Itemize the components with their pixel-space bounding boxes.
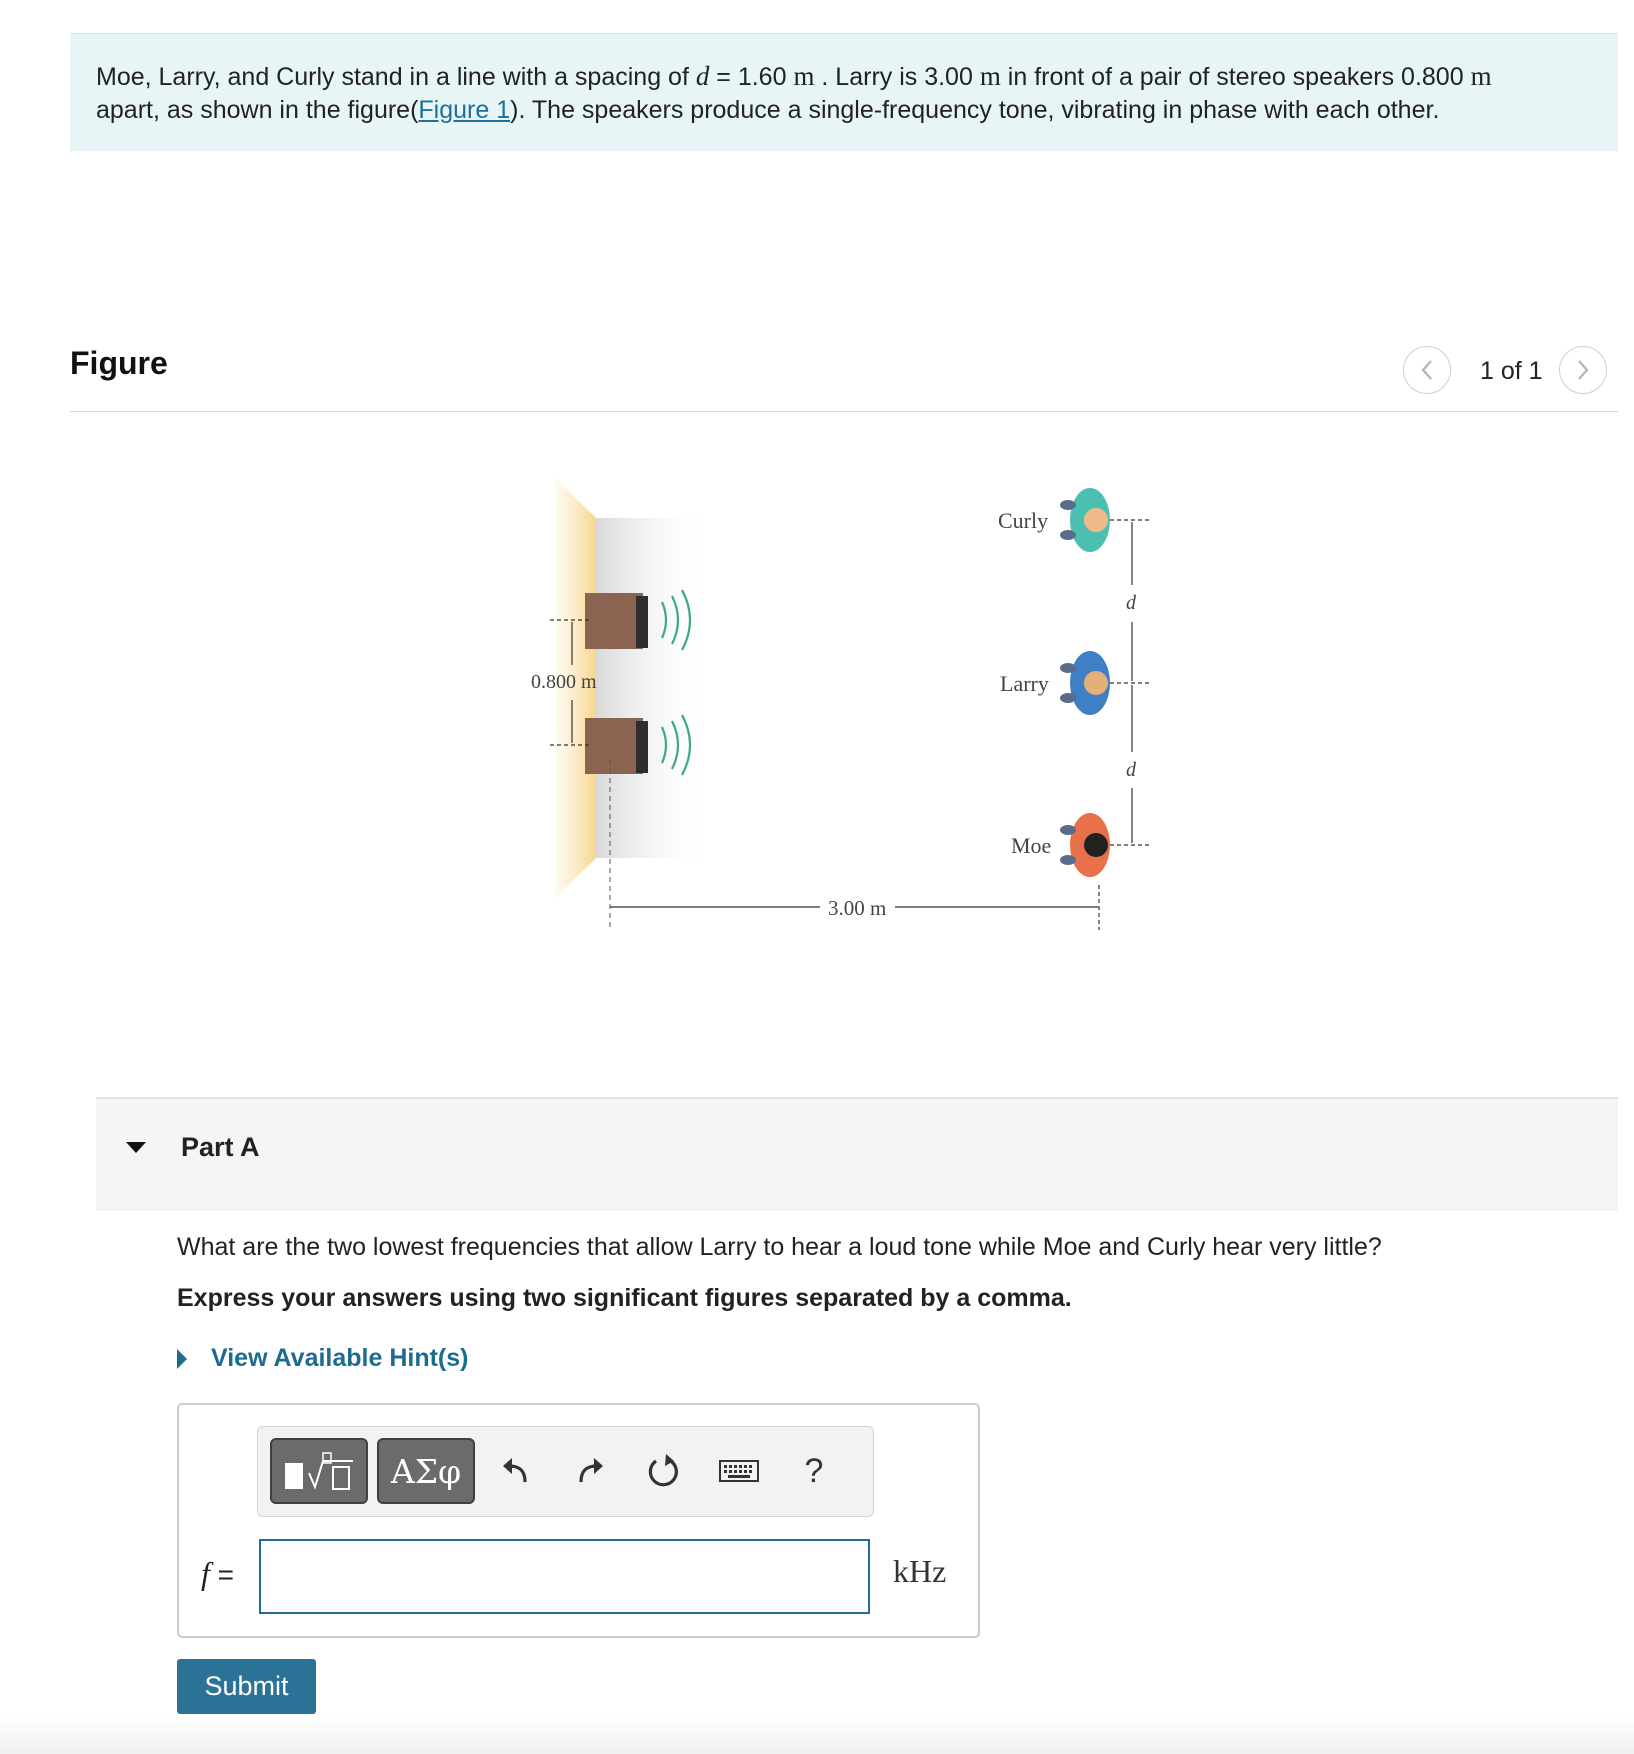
d-dimension: [1110, 520, 1150, 845]
question-text: What are the two lowest frequencies that allow Larry to hear a loud tone while Moe and Curly hear very little?: [177, 1233, 1382, 1261]
undo-icon: [499, 1454, 533, 1488]
keyboard-icon: [719, 1459, 759, 1483]
spacing-label: 0.800 m: [531, 671, 597, 693]
d-label-top: d: [1126, 592, 1136, 614]
floor-strip: [596, 518, 712, 858]
math-toolbar: [257, 1426, 874, 1517]
part-label: Part A: [181, 1132, 260, 1162]
greek-symbols-button[interactable]: ΑΣφ: [377, 1438, 475, 1504]
reset-icon: [645, 1452, 683, 1490]
unit-m-3: m: [1470, 61, 1492, 91]
problem-text-1: Moe, Larry, and Curly stand in a line with a spacing of: [96, 63, 696, 91]
variable-symbol: f: [201, 1555, 210, 1591]
equals-sign: =: [209, 1559, 235, 1590]
d-symbol: d: [695, 61, 710, 91]
problem-text-2: = 1.60: [709, 63, 794, 91]
page-bottom-shadow: [0, 1716, 1634, 1754]
problem-statement: [70, 33, 1618, 151]
answer-box: [177, 1403, 980, 1638]
distance-label: 3.00 m: [828, 896, 887, 920]
figure-link[interactable]: Figure 1: [418, 96, 511, 124]
redo-icon: [573, 1454, 607, 1488]
variable-label: [201, 1555, 234, 1592]
unit-m-1: m: [793, 61, 815, 91]
templates-button[interactable]: [270, 1438, 368, 1504]
part-a-header[interactable]: [96, 1097, 1618, 1211]
redo-button[interactable]: [568, 1449, 612, 1493]
answer-instruction: Express your answers using two significant figures separated by a comma.: [177, 1284, 1072, 1312]
undo-button[interactable]: [494, 1449, 538, 1493]
unit-m-2: m: [979, 61, 1001, 91]
problem-text-5: apart, as shown in the figure(: [96, 96, 419, 124]
speaker-figure: [520, 470, 1160, 950]
math-templates-icon: [279, 1447, 359, 1495]
figure-pager-count: 1 of 1: [1480, 357, 1543, 385]
submit-button[interactable]: Submit: [177, 1659, 316, 1714]
figure-divider: [70, 411, 1618, 412]
frequency-answer-input[interactable]: [259, 1539, 870, 1614]
problem-text-6: ). The speakers produce a single-frequency tone, vibrating in phase with each other.: [510, 96, 1440, 124]
keyboard-button[interactable]: [714, 1449, 764, 1493]
caret-down-icon[interactable]: [124, 1139, 148, 1155]
larry-figure: [1060, 651, 1110, 715]
previous-figure-button[interactable]: [1403, 346, 1451, 394]
chevron-right-icon: [1575, 358, 1591, 382]
moe-label: Moe: [1011, 833, 1052, 858]
caret-right-icon: [175, 1347, 189, 1371]
d-label-bottom: d: [1126, 759, 1136, 781]
next-figure-button[interactable]: [1559, 346, 1607, 394]
unit-label: kHz: [893, 1553, 947, 1589]
view-hints-link[interactable]: [175, 1344, 468, 1373]
curly-figure: [1060, 488, 1110, 552]
larry-label: Larry: [1000, 671, 1049, 696]
moe-figure: [1060, 813, 1110, 877]
curly-label: Curly: [998, 508, 1049, 533]
chevron-left-icon: [1419, 358, 1435, 382]
help-button[interactable]: ?: [804, 1451, 824, 1490]
figure-heading: Figure: [70, 345, 168, 381]
reset-button[interactable]: [642, 1449, 686, 1493]
hint-label: View Available Hint(s): [211, 1344, 469, 1372]
problem-text-3: . Larry is 3.00: [814, 63, 980, 91]
problem-text-4: in front of a pair of stereo speakers 0.800: [1000, 63, 1471, 91]
